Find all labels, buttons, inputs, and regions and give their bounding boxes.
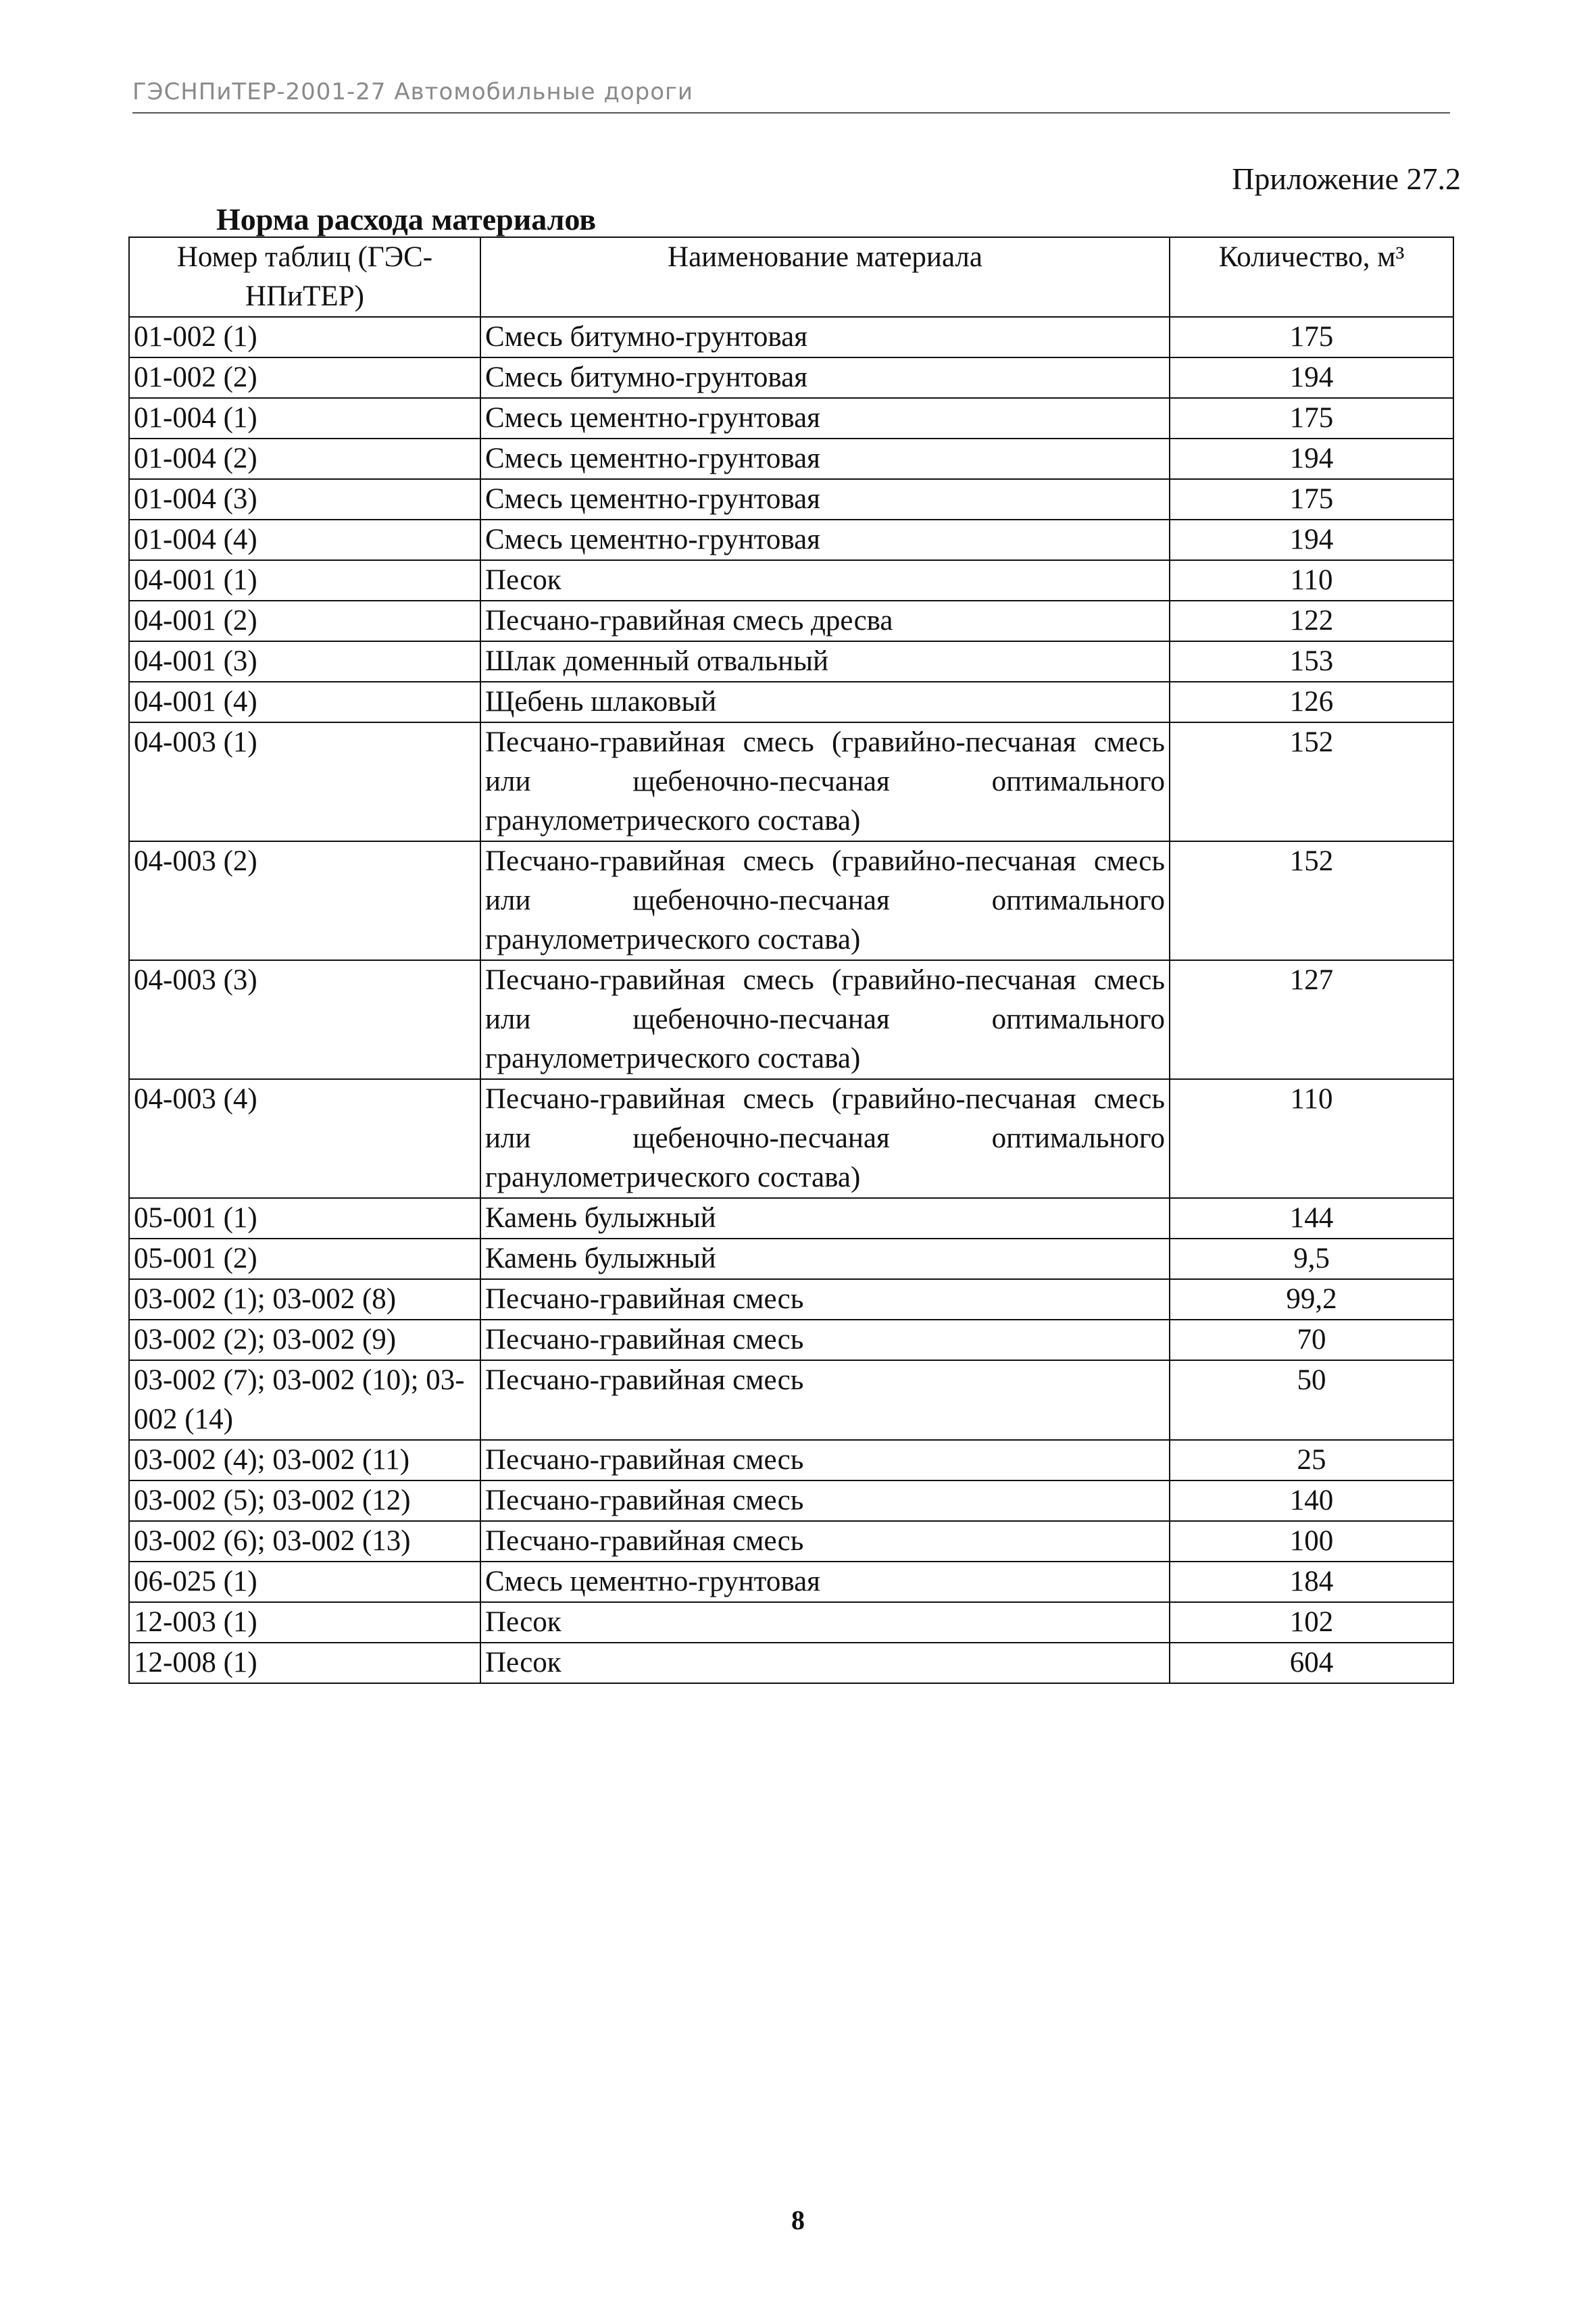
table-row	[129, 1562, 1453, 1602]
cell-quantity: 50	[1170, 1360, 1453, 1440]
table-row	[129, 960, 1453, 1079]
cell-material: Камень булыжный	[480, 1198, 1170, 1239]
table-row	[129, 479, 1453, 520]
cell-quantity: 194	[1170, 439, 1453, 479]
cell-quantity: 25	[1170, 1440, 1453, 1480]
cell-quantity: 175	[1170, 317, 1453, 357]
column-header-table-number: Номер таблиц (ГЭС-НПиТЕР)	[129, 237, 480, 317]
cell-quantity: 152	[1170, 722, 1453, 841]
page-number: 8	[791, 2205, 805, 2235]
cell-table-number: 04-001 (3)	[129, 641, 480, 682]
table-row	[129, 1643, 1453, 1683]
cell-table-number: 01-004 (2)	[129, 439, 480, 479]
table-row	[129, 398, 1453, 439]
cell-table-number: 04-001 (2)	[129, 601, 480, 641]
table-row	[129, 520, 1453, 560]
cell-quantity: 144	[1170, 1198, 1453, 1239]
cell-table-number: 01-004 (1)	[129, 398, 480, 439]
table-row	[129, 317, 1453, 357]
cell-table-number: 01-002 (2)	[129, 357, 480, 398]
cell-quantity: 102	[1170, 1602, 1453, 1643]
table-row	[129, 682, 1453, 722]
table-row	[129, 560, 1453, 601]
cell-quantity: 110	[1170, 1079, 1453, 1198]
cell-material: Песчано-гравийная смесь	[480, 1521, 1170, 1562]
cell-table-number: 01-002 (1)	[129, 317, 480, 357]
cell-material: Смесь цементно-грунтовая	[480, 398, 1170, 439]
cell-quantity: 122	[1170, 601, 1453, 641]
cell-quantity: 194	[1170, 357, 1453, 398]
cell-quantity: 127	[1170, 960, 1453, 1079]
cell-quantity: 153	[1170, 641, 1453, 682]
table-row	[129, 601, 1453, 641]
table-row	[129, 841, 1453, 960]
cell-material: Песок	[480, 1602, 1170, 1643]
cell-material: Смесь цементно-грунтовая	[480, 479, 1170, 520]
cell-table-number: 04-001 (4)	[129, 682, 480, 722]
cell-material: Камень булыжный	[480, 1239, 1170, 1279]
cell-material: Песчано-гравийная смесь	[480, 1279, 1170, 1320]
table-row	[129, 439, 1453, 479]
cell-quantity: 140	[1170, 1480, 1453, 1521]
cell-material: Песчано-гравийная смесь (гравийно-песчаная смесь или щебеночно-песчаная оптимального гранулометрического состава)	[480, 841, 1170, 960]
table-row	[129, 1521, 1453, 1562]
table-row	[129, 1440, 1453, 1480]
cell-table-number: 04-003 (3)	[129, 960, 480, 1079]
cell-table-number: 01-004 (4)	[129, 520, 480, 560]
cell-quantity: 194	[1170, 520, 1453, 560]
cell-table-number: 04-003 (2)	[129, 841, 480, 960]
table-row	[129, 357, 1453, 398]
cell-material: Песчано-гравийная смесь	[480, 1360, 1170, 1440]
cell-material: Щебень шлаковый	[480, 682, 1170, 722]
cell-material: Песчано-гравийная смесь (гравийно-песчаная смесь или щебеночно-песчаная оптимального гранулометрического состава)	[480, 1079, 1170, 1198]
cell-table-number: 12-003 (1)	[129, 1602, 480, 1643]
cell-material: Смесь битумно-грунтовая	[480, 317, 1170, 357]
cell-material: Смесь битумно-грунтовая	[480, 357, 1170, 398]
cell-material: Песчано-гравийная смесь дресва	[480, 601, 1170, 641]
table-row	[129, 1602, 1453, 1643]
table-row	[129, 1079, 1453, 1198]
table-row	[129, 641, 1453, 682]
cell-quantity: 152	[1170, 841, 1453, 960]
cell-material: Смесь цементно-грунтовая	[480, 439, 1170, 479]
table-row	[129, 1480, 1453, 1521]
table-row	[129, 1198, 1453, 1239]
table-row	[129, 722, 1453, 841]
table-row	[129, 1320, 1453, 1360]
cell-table-number: 03-002 (6); 03-002 (13)	[129, 1521, 480, 1562]
column-header-quantity: Количество, м³	[1170, 237, 1453, 317]
cell-table-number: 01-004 (3)	[129, 479, 480, 520]
cell-material: Смесь цементно-грунтовая	[480, 1562, 1170, 1602]
cell-table-number: 05-001 (1)	[129, 1198, 480, 1239]
table-header-row	[129, 237, 1453, 317]
table-row	[129, 1239, 1453, 1279]
running-header: ГЭСНПиТЕР-2001-27 Автомобильные дороги	[132, 78, 1450, 114]
cell-material: Песок	[480, 1643, 1170, 1683]
materials-norm-table	[128, 237, 1454, 1684]
column-header-material: Наименование материала	[480, 237, 1170, 317]
table-title: Норма расхода материалов	[216, 202, 597, 237]
cell-quantity: 126	[1170, 682, 1453, 722]
cell-material: Песчано-гравийная смесь (гравийно-песчаная смесь или щебеночно-песчаная оптимального гранулометрического состава)	[480, 722, 1170, 841]
cell-quantity: 99,2	[1170, 1279, 1453, 1320]
table-row	[129, 1360, 1453, 1440]
cell-table-number: 03-002 (1); 03-002 (8)	[129, 1279, 480, 1320]
cell-quantity: 175	[1170, 479, 1453, 520]
table-body	[129, 317, 1453, 1683]
cell-quantity: 175	[1170, 398, 1453, 439]
cell-table-number: 03-002 (2); 03-002 (9)	[129, 1320, 480, 1360]
cell-quantity: 70	[1170, 1320, 1453, 1360]
cell-quantity: 184	[1170, 1562, 1453, 1602]
cell-quantity: 110	[1170, 560, 1453, 601]
cell-table-number: 04-001 (1)	[129, 560, 480, 601]
cell-quantity: 604	[1170, 1643, 1453, 1683]
cell-material: Смесь цементно-грунтовая	[480, 520, 1170, 560]
cell-material: Песок	[480, 560, 1170, 601]
cell-table-number: 05-001 (2)	[129, 1239, 480, 1279]
appendix-label: Приложение 27.2	[1232, 161, 1461, 196]
cell-table-number: 04-003 (4)	[129, 1079, 480, 1198]
cell-table-number: 04-003 (1)	[129, 722, 480, 841]
cell-material: Шлак доменный отвальный	[480, 641, 1170, 682]
cell-material: Песчано-гравийная смесь	[480, 1320, 1170, 1360]
cell-material: Песчано-гравийная смесь	[480, 1480, 1170, 1521]
cell-table-number: 03-002 (4); 03-002 (11)	[129, 1440, 480, 1480]
cell-quantity: 9,5	[1170, 1239, 1453, 1279]
cell-quantity: 100	[1170, 1521, 1453, 1562]
cell-table-number: 03-002 (5); 03-002 (12)	[129, 1480, 480, 1521]
cell-material: Песчано-гравийная смесь	[480, 1440, 1170, 1480]
cell-table-number: 03-002 (7); 03-002 (10); 03-002 (14)	[129, 1360, 480, 1440]
table-row	[129, 1279, 1453, 1320]
cell-material: Песчано-гравийная смесь (гравийно-песчаная смесь или щебеночно-песчаная оптимального гранулометрического состава)	[480, 960, 1170, 1079]
cell-table-number: 06-025 (1)	[129, 1562, 480, 1602]
cell-table-number: 12-008 (1)	[129, 1643, 480, 1683]
